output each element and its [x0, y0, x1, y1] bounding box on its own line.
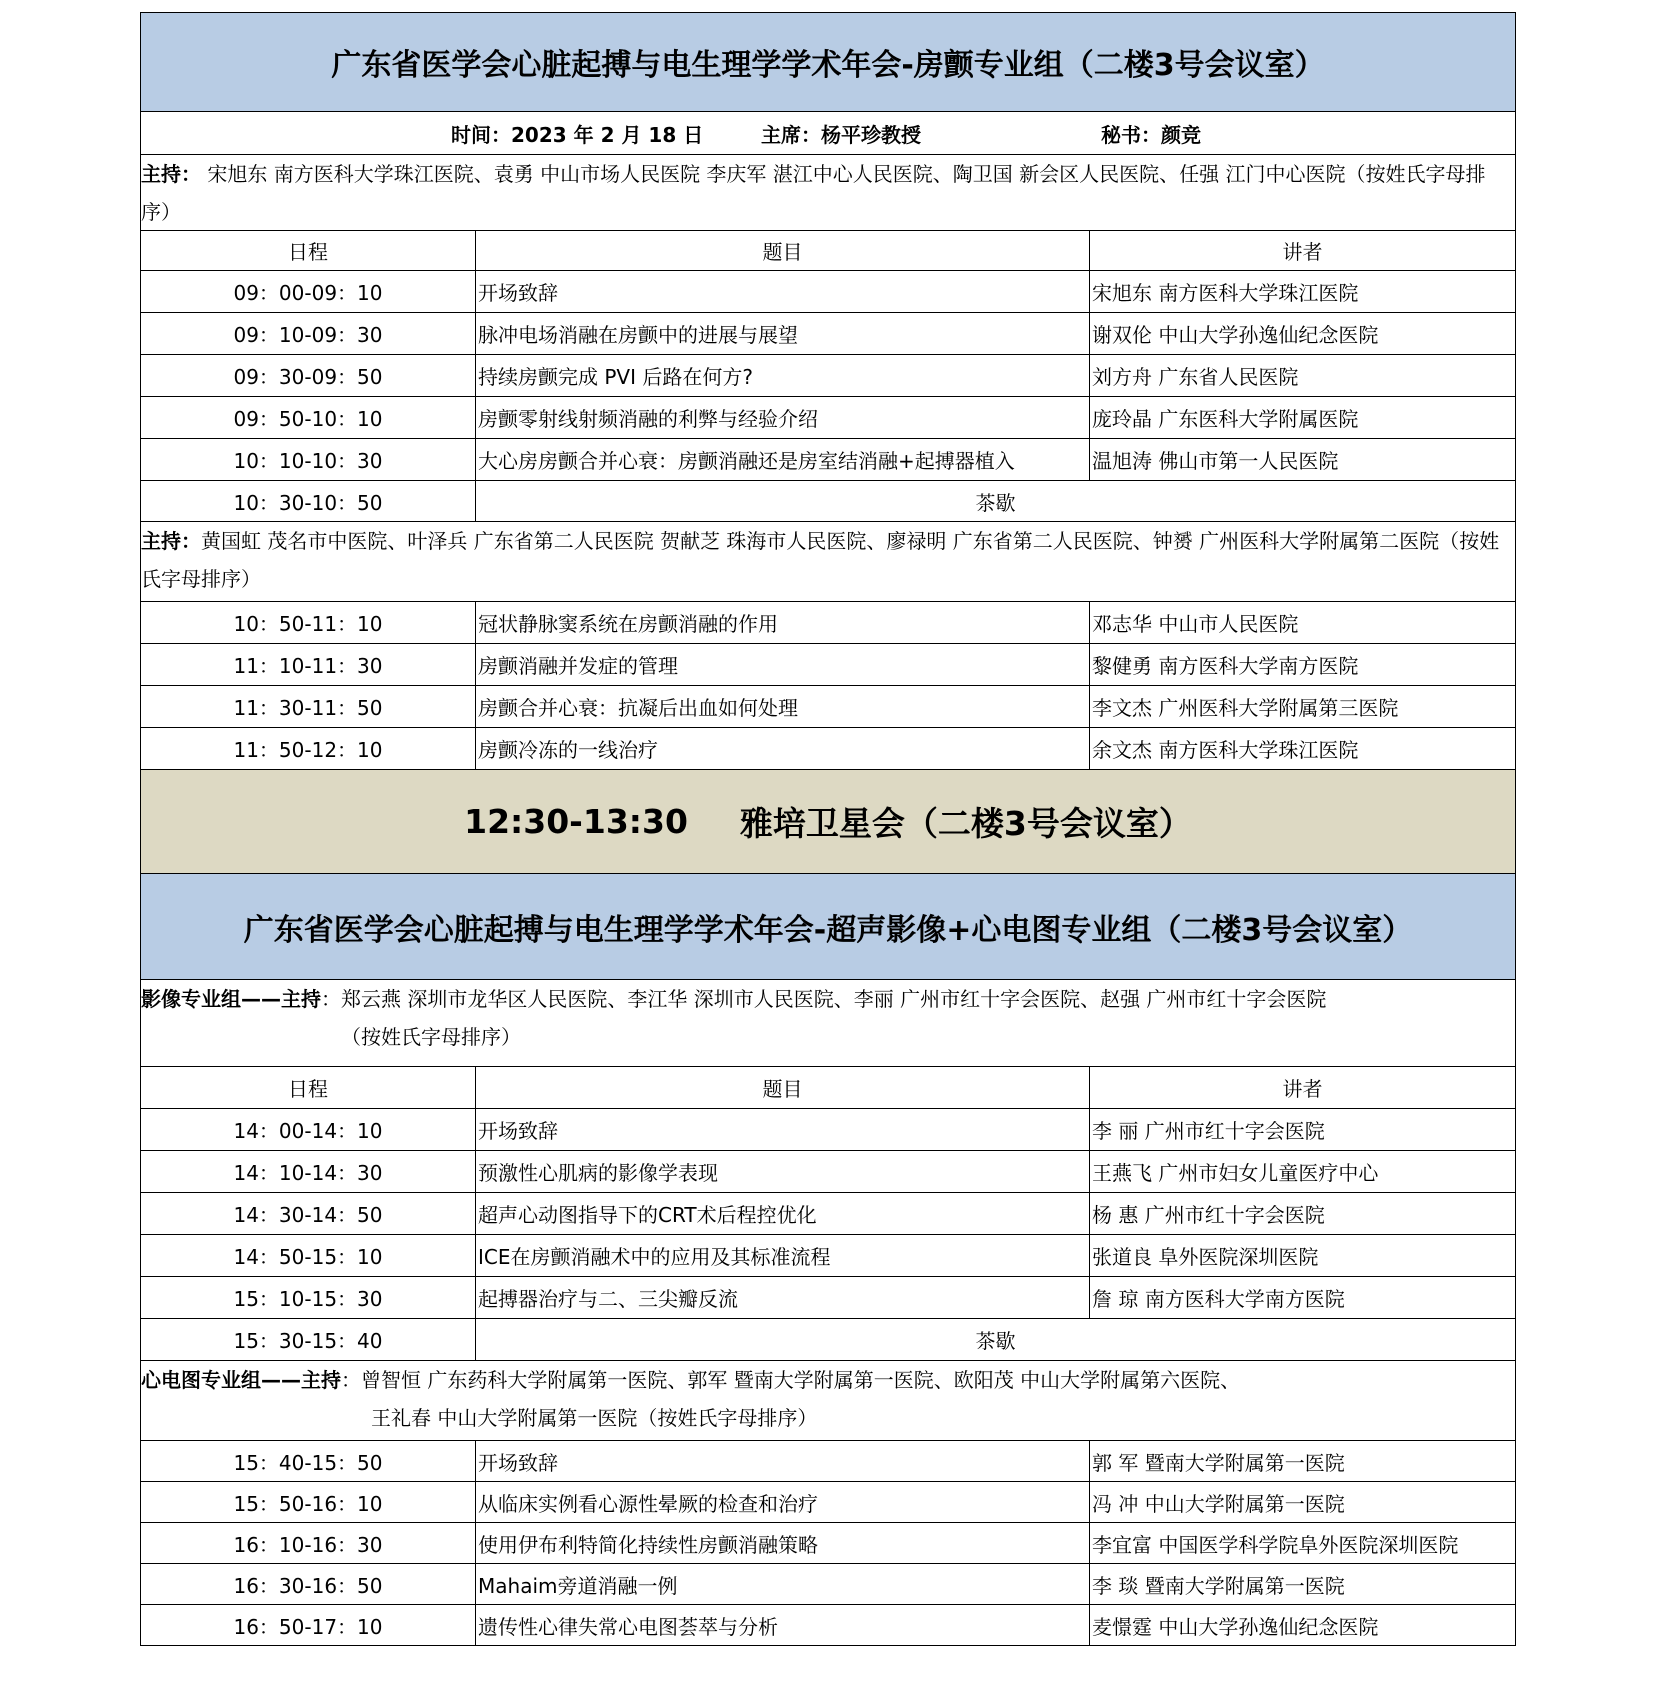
host-label: 影像专业组——主持 [141, 987, 321, 1011]
host-text: 黄国虹 茂名市中医院、叶泽兵 广东省第二人民医院 贺献芝 珠海市人民医院、廖禄明 广东省第二人民医院、钟赟 广州医科大学附属第二医院（按姓氏字母排序） [141, 529, 1500, 591]
row-topic: Mahaim旁道消融一例 [476, 1564, 1090, 1604]
row-topic: ICE在房颤消融术中的应用及其标准流程 [476, 1235, 1090, 1276]
row-speaker: 李宜富 中国医学科学院阜外医院深圳医院 [1092, 1532, 1459, 1557]
host-line2: （按姓氏字母排序） [341, 1025, 521, 1049]
row-time: 11：50-12：10 [141, 728, 476, 769]
row-topic: 冠状静脉窦系统在房颤消融的作用 [476, 602, 1090, 643]
row-time: 09：50-10：10 [141, 397, 476, 438]
host-label: 主持： [141, 529, 201, 553]
header-speaker: 讲者 [1282, 1077, 1323, 1101]
table-row [141, 1235, 1515, 1277]
section1-rows1 [141, 271, 1515, 481]
table-row [141, 644, 1515, 686]
host-text: ：郑云燕 深圳市龙华区人民医院、李江华 深圳市人民医院、李丽 广州市红十字会医院、赵强 广州市红十字会医院 [321, 987, 1327, 1011]
row-speaker: 邓志华 中山市人民医院 [1092, 612, 1299, 636]
row-time: 14：50-15：10 [141, 1235, 476, 1276]
row-speaker: 谢双伦 中山大学孙逸仙纪念医院 [1092, 323, 1379, 347]
row-speaker: 李 琰 暨南大学附属第一医院 [1092, 1573, 1345, 1598]
row-speaker: 张道良 阜外医院深圳医院 [1092, 1245, 1319, 1269]
row-time: 14：30-14：50 [141, 1193, 476, 1234]
section2-title-text: 广东省医学会心脏起搏与电生理学学术年会-超声影像+心电图专业组（二楼3号会议室） [243, 912, 1413, 948]
row-speaker: 李 丽 广州市红十字会医院 [1092, 1119, 1325, 1143]
section1-info [141, 112, 1515, 155]
section1-rows2 [141, 602, 1515, 770]
row-speaker: 郭 军 暨南大学附属第一医院 [1092, 1450, 1345, 1475]
section2-title [141, 874, 1515, 980]
section1-break [141, 481, 1515, 522]
row-time: 16：30-16：50 [141, 1564, 476, 1604]
table-row [141, 355, 1515, 397]
row-time: 16：50-17：10 [141, 1605, 476, 1645]
row-time: 16：10-16：30 [141, 1523, 476, 1563]
break-time: 15：30-15：40 [141, 1319, 476, 1360]
header-topic: 题目 [476, 231, 1090, 270]
row-speaker: 余文杰 南方医科大学珠江医院 [1092, 738, 1359, 762]
header-time: 日程 [141, 231, 476, 270]
section2-rows2 [141, 1441, 1515, 1646]
break-label: 茶歇 [975, 490, 1016, 515]
table-row [141, 439, 1515, 481]
section1-title [141, 13, 1515, 112]
row-speaker: 王燕飞 广州市妇女儿童医疗中心 [1092, 1161, 1379, 1185]
section2-break [141, 1319, 1515, 1361]
row-topic: 房颤冷冻的一线治疗 [476, 728, 1090, 769]
row-topic: 起搏器治疗与二、三尖瓣反流 [476, 1277, 1090, 1318]
table-row [141, 1151, 1515, 1193]
section2-host1 [141, 980, 1515, 1067]
info-time: 时间：2023 年 2 月 18 日 [451, 122, 704, 147]
host-label: 心电图专业组——主持 [141, 1368, 341, 1392]
row-topic: 开场致辞 [476, 1109, 1090, 1150]
lunch-title: 雅培卫星会（二楼3号会议室） [739, 804, 1192, 843]
header-speaker: 讲者 [1282, 240, 1323, 264]
row-topic: 使用伊布利特简化持续性房颤消融策略 [476, 1523, 1090, 1563]
row-topic: 开场致辞 [476, 1441, 1090, 1481]
lunch-banner [141, 770, 1515, 874]
table-row [141, 397, 1515, 439]
table-row [141, 1193, 1515, 1235]
info-chair: 主席：杨平珍教授 [761, 122, 921, 147]
table-row [141, 728, 1515, 770]
table-row [141, 1277, 1515, 1319]
section2-table-header [141, 1067, 1515, 1109]
section1-host1 [141, 155, 1515, 231]
row-time: 10：10-10：30 [141, 439, 476, 480]
table-row [141, 1482, 1515, 1523]
row-time: 09：00-09：10 [141, 271, 476, 312]
row-topic: 房颤消融并发症的管理 [476, 644, 1090, 685]
row-topic: 超声心动图指导下的CRT术后程控优化 [476, 1193, 1090, 1234]
table-row [141, 271, 1515, 313]
row-speaker: 詹 琼 南方医科大学南方医院 [1092, 1287, 1345, 1311]
row-topic: 开场致辞 [476, 271, 1090, 312]
row-speaker: 庞玲晶 广东医科大学附属医院 [1092, 407, 1359, 431]
schedule-sheet [140, 12, 1516, 1646]
section1-table-header [141, 231, 1515, 271]
row-topic: 房颤合并心衰：抗凝后出血如何处理 [476, 686, 1090, 727]
header-topic: 题目 [476, 1067, 1090, 1108]
table-row [141, 1441, 1515, 1482]
table-row [141, 1564, 1515, 1605]
row-speaker: 宋旭东 南方医科大学珠江医院 [1092, 281, 1359, 305]
break-time: 10：30-10：50 [141, 481, 476, 521]
table-row [141, 1605, 1515, 1646]
section2-rows1 [141, 1109, 1515, 1319]
row-time: 14：10-14：30 [141, 1151, 476, 1192]
row-speaker: 杨 惠 广州市红十字会医院 [1092, 1203, 1325, 1227]
row-speaker: 刘方舟 广东省人民医院 [1092, 365, 1299, 389]
row-topic: 预激性心肌病的影像学表现 [476, 1151, 1090, 1192]
row-speaker: 李文杰 广州医科大学附属第三医院 [1092, 696, 1399, 720]
host-text: ：曾智恒 广东药科大学附属第一医院、郭军 暨南大学附属第一医院、欧阳茂 中山大学附属第六医院、 [341, 1368, 1241, 1392]
row-time: 10：50-11：10 [141, 602, 476, 643]
row-topic: 持续房颤完成 PVI 后路在何方? [476, 355, 1090, 396]
row-time: 11：30-11：50 [141, 686, 476, 727]
section1-host2 [141, 522, 1515, 602]
row-speaker: 麦憬霆 中山大学孙逸仙纪念医院 [1092, 1614, 1379, 1639]
row-topic: 房颤零射线射频消融的利弊与经验介绍 [476, 397, 1090, 438]
table-row [141, 686, 1515, 728]
row-speaker: 冯 冲 中山大学附属第一医院 [1092, 1491, 1345, 1516]
row-time: 11：10-11：30 [141, 644, 476, 685]
row-time: 09：30-09：50 [141, 355, 476, 396]
info-secretary: 秘书：颜竞 [1101, 122, 1201, 147]
row-time: 09：10-09：30 [141, 313, 476, 354]
row-time: 14：00-14：10 [141, 1109, 476, 1150]
section1-title-text: 广东省医学会心脏起搏与电生理学学术年会-房颤专业组（二楼3号会议室） [331, 48, 1325, 83]
row-topic: 从临床实例看心源性晕厥的检查和治疗 [476, 1482, 1090, 1522]
header-time: 日程 [141, 1067, 476, 1108]
host-label: 主持： [141, 162, 201, 186]
row-speaker: 黎健勇 南方医科大学南方医院 [1092, 654, 1359, 678]
break-label: 茶歇 [975, 1329, 1016, 1353]
row-time: 15：50-16：10 [141, 1482, 476, 1522]
section2-host2 [141, 1361, 1515, 1441]
row-topic: 大心房房颤合并心衰：房颤消融还是房室结消融+起搏器植入 [476, 439, 1090, 480]
row-time: 15：40-15：50 [141, 1441, 476, 1481]
row-topic: 遗传性心律失常心电图荟萃与分析 [476, 1605, 1090, 1645]
host-text: 宋旭东 南方医科大学珠江医院、袁勇 中山市场人民医院 李庆军 湛江中心人民医院、陶卫国 新会区人民医院、任强 江门中心医院（按姓氏字母排序） [141, 162, 1486, 224]
row-time: 15：10-15：30 [141, 1277, 476, 1318]
host-line2: 王礼春 中山大学附属第一医院（按姓氏字母排序） [371, 1406, 818, 1430]
table-row [141, 1523, 1515, 1564]
table-row [141, 602, 1515, 644]
row-speaker: 温旭涛 佛山市第一人民医院 [1092, 449, 1339, 473]
table-row [141, 1109, 1515, 1151]
row-topic: 脉冲电场消融在房颤中的进展与展望 [476, 313, 1090, 354]
table-row [141, 313, 1515, 355]
lunch-time: 12:30-13:30 [464, 802, 688, 841]
